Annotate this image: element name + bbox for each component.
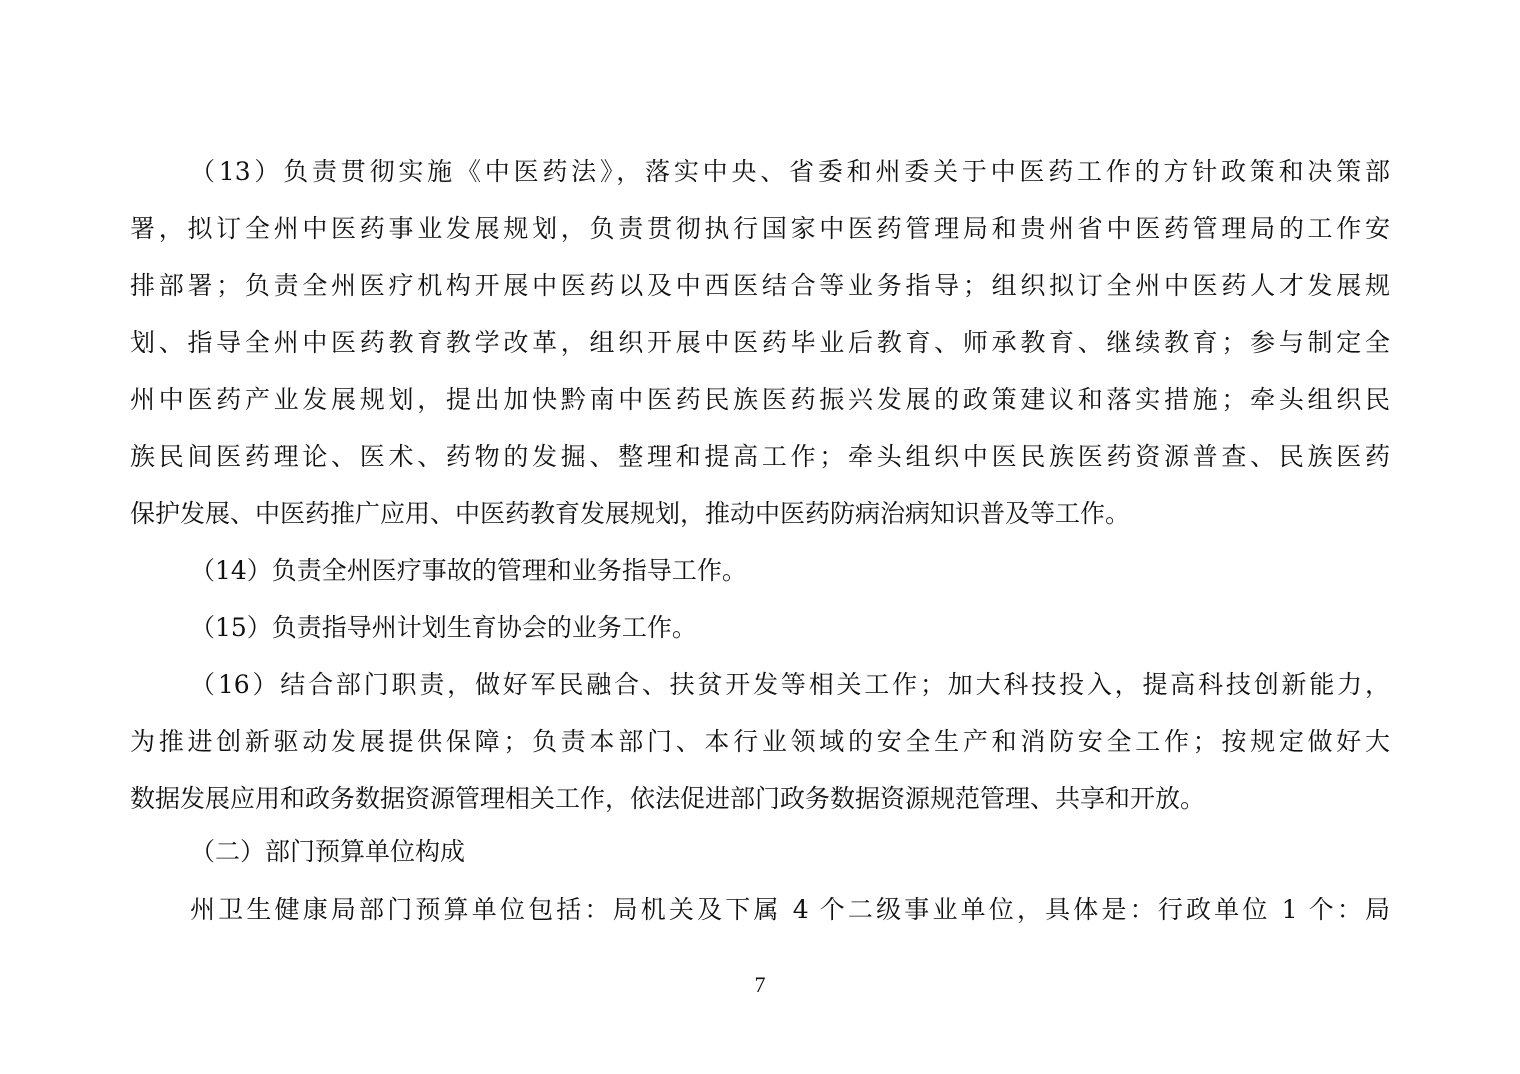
paragraph-13-line-5: 州中医药产业发展规划，提出加快黔南中医药民族医药振兴发展的政策建议和落实措施；牵头组织民 xyxy=(130,385,1390,414)
paragraph-14: （14）负责全州医疗事故的管理和业务指导工作。 xyxy=(190,556,747,585)
page-number: 7 xyxy=(754,972,766,997)
paragraph-13-line-3: 排部署；负责全州医疗机构开展中医药以及中西医结合等业务指导；组织拟订全州中医药人才发展规 xyxy=(130,271,1390,300)
paragraph-13-line-6: 族民间医药理论、医术、药物的发掘、整理和提高工作；牵头组织中医民族医药资源普查、民族医药 xyxy=(130,442,1390,471)
paragraph-budget-units: 州卫生健康局部门预算单位包括：局机关及下属 4 个二级事业单位，具体是：行政单位 1 个：局 xyxy=(190,895,1390,924)
paragraph-16-line-1: （16）结合部门职责，做好军民融合、扶贫开发等相关工作；加大科技投入，提高科技创新能力， xyxy=(190,670,1390,699)
paragraph-13-line-2: 署，拟订全州中医药事业发展规划，负责贯彻执行国家中医药管理局和贵州省中医药管理局的工作安 xyxy=(130,214,1390,243)
paragraph-13-line-4: 划、指导全州中医药教育教学改革，组织开展中医药毕业后教育、师承教育、继续教育；参与制定全 xyxy=(130,328,1390,357)
paragraph-15: （15）负责指导州计划生育协会的业务工作。 xyxy=(190,613,697,642)
paragraph-13-line-1: （13）负责贯彻实施《中医药法》，落实中央、省委和州委关于中医药工作的方针政策和决策部 xyxy=(190,157,1390,186)
paragraph-16-line-2: 为推进创新驱动发展提供保障；负责本部门、本行业领域的安全生产和消防安全工作；按规定做好大 xyxy=(130,727,1390,756)
section-heading: （二）部门预算单位构成 xyxy=(190,837,466,866)
paragraph-13-line-7: 保护发展、中医药推广应用、中医药教育发展规划，推动中医药防病治病知识普及等工作。 xyxy=(130,499,1131,528)
paragraph-16-line-3: 数据发展应用和政务数据资源管理相关工作，依法促进部门政务数据资源规范管理、共享和开放。 xyxy=(130,784,1206,813)
